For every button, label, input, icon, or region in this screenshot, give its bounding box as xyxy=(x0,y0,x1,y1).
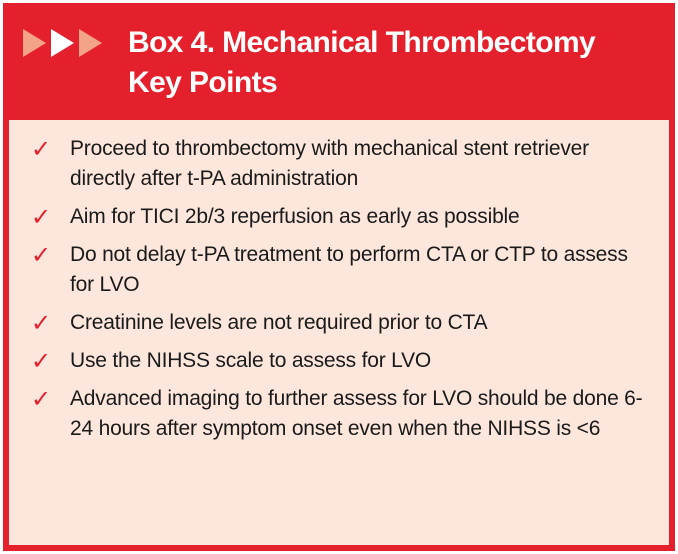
key-points-box xyxy=(3,3,675,551)
list-item-text: Proceed to thrombectomy with mechanical stent retriever directly after t-PA administration xyxy=(70,137,589,190)
checkmark-icon: ✓ xyxy=(31,309,51,337)
triple-arrow-icon xyxy=(23,29,102,59)
list-item xyxy=(9,308,669,338)
list-item-text: Use the NIHSS scale to assess for LVO xyxy=(70,349,432,372)
checkmark-icon: ✓ xyxy=(31,385,51,413)
arrow-icon xyxy=(51,29,74,57)
arrow-icon xyxy=(79,29,102,57)
arrow-icon xyxy=(23,29,46,57)
list-item xyxy=(9,384,669,444)
checkmark-icon: ✓ xyxy=(31,135,51,163)
list-item xyxy=(9,346,669,376)
list-item xyxy=(9,240,669,300)
list-item xyxy=(9,134,669,194)
box-header xyxy=(9,9,669,120)
list-item-text: Advanced imaging to further assess for LVO should be done 6-24 hours after symptom onset even when the NIHSS is <6 xyxy=(70,387,643,440)
list-item-text: Aim for TICI 2b/3 reperfusion as early as possible xyxy=(70,205,520,228)
checkmark-icon: ✓ xyxy=(31,347,51,375)
list-item xyxy=(9,202,669,232)
checkmark-icon: ✓ xyxy=(31,203,51,231)
box-title: Box 4. Mechanical Thrombectomy Key Points xyxy=(128,26,596,99)
checkmark-icon: ✓ xyxy=(31,241,51,269)
key-points-list xyxy=(9,134,669,452)
list-item-text: Do not delay t-PA treatment to perform CTA or CTP to assess for LVO xyxy=(70,243,628,296)
list-item-text: Creatinine levels are not required prior to CTA xyxy=(70,311,488,334)
